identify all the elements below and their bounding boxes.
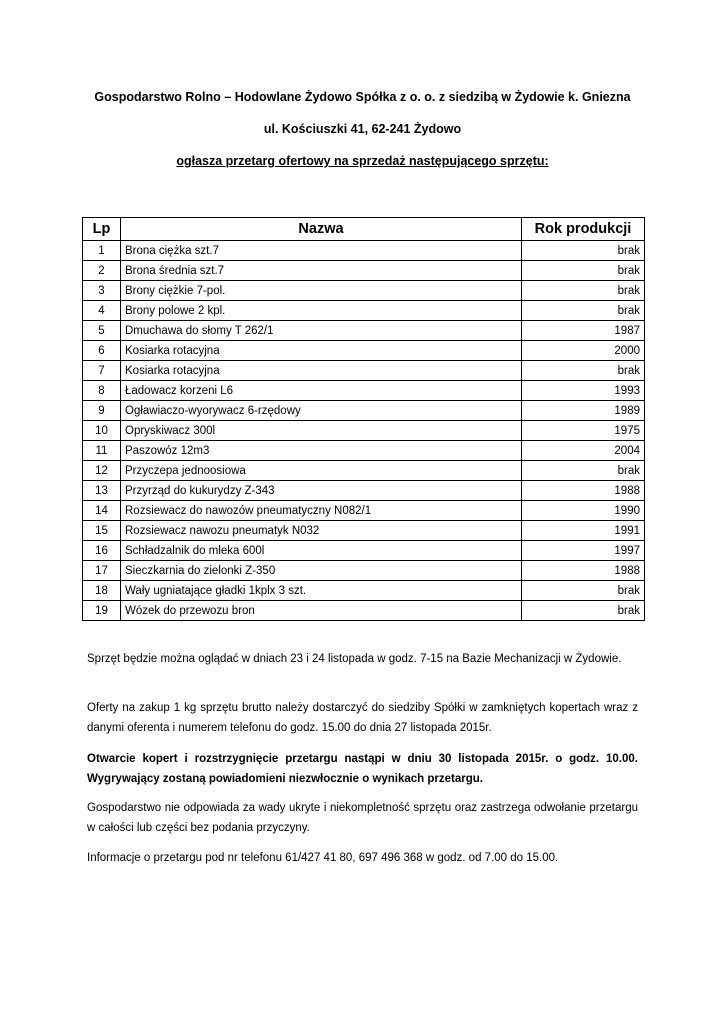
- row-year-cell: 2004: [522, 441, 645, 461]
- row-lp-cell: 1: [83, 241, 121, 261]
- row-name-cell: Wózek do przewozu bron: [121, 601, 522, 621]
- row-name-cell: Przyrząd do kukurydzy Z-343: [121, 481, 522, 501]
- table-row: [83, 261, 645, 281]
- table-row: [83, 401, 645, 421]
- row-lp-cell: 12: [83, 461, 121, 481]
- equipment-table: [82, 217, 645, 621]
- row-lp-cell: 11: [83, 441, 121, 461]
- row-name-cell: Schładzalnik do mleka 600l: [121, 541, 522, 561]
- row-year-cell: brak: [522, 241, 645, 261]
- row-name-cell: Ładowacz korzeni L6: [121, 381, 522, 401]
- row-name-cell: Brona średnia szt.7: [121, 261, 522, 281]
- table-row: [83, 541, 645, 561]
- column-header-nazwa: Nazwa: [121, 218, 522, 241]
- row-name-cell: Dmuchawa do słomy T 262/1: [121, 321, 522, 341]
- table-row: [83, 561, 645, 581]
- row-lp-cell: 6: [83, 341, 121, 361]
- row-name-cell: Sieczkarnia do zielonki Z-350: [121, 561, 522, 581]
- table-row: [83, 441, 645, 461]
- row-lp-cell: 18: [83, 581, 121, 601]
- row-year-cell: 1987: [522, 321, 645, 341]
- contact-info: Informacje o przetargu pod nr telefonu 61/427 41 80, 697 496 368 w godz. od 7.00 do 15.00.: [87, 852, 559, 864]
- row-lp-cell: 14: [83, 501, 121, 521]
- row-year-cell: 1997: [522, 541, 645, 561]
- row-lp-cell: 10: [83, 421, 121, 441]
- row-lp-cell: 3: [83, 281, 121, 301]
- table-row: [83, 481, 645, 501]
- row-year-cell: 1988: [522, 481, 645, 501]
- row-lp-cell: 5: [83, 321, 121, 341]
- row-year-cell: 1993: [522, 381, 645, 401]
- row-name-cell: Brona ciężka szt.7: [121, 241, 522, 261]
- row-name-cell: Przyczepa jednoosiowa: [121, 461, 522, 481]
- table-row: [83, 301, 645, 321]
- table-row: [83, 241, 645, 261]
- disclaimer: Gospodarstwo nie odpowiada za wady ukryte i niekompletność sprzętu oraz zastrzega odwołanie przetargu w całości lub części bez podania przyczyny.: [87, 802, 638, 834]
- table-row: [83, 321, 645, 341]
- table-row: [83, 421, 645, 441]
- row-lp-cell: 16: [83, 541, 121, 561]
- row-name-cell: Brony polowe 2 kpl.: [121, 301, 522, 321]
- row-year-cell: brak: [522, 361, 645, 381]
- row-year-cell: brak: [522, 281, 645, 301]
- row-year-cell: brak: [522, 261, 645, 281]
- row-lp-cell: 15: [83, 521, 121, 541]
- row-year-cell: 1991: [522, 521, 645, 541]
- table-row: [83, 341, 645, 361]
- table-row: [83, 361, 645, 381]
- row-lp-cell: 7: [83, 361, 121, 381]
- row-lp-cell: 2: [83, 261, 121, 281]
- table-row: [83, 601, 645, 621]
- row-name-cell: Kosiarka rotacyjna: [121, 361, 522, 381]
- table-row: [83, 521, 645, 541]
- table-row: [83, 381, 645, 401]
- row-name-cell: Opryskiwacz 300l: [121, 421, 522, 441]
- viewing-info: Sprzęt będzie można oglądać w dniach 23 i 24 listopada w godz. 7-15 na Bazie Mechanizacji w Żydowie.: [87, 653, 622, 665]
- column-header-rok-produkcji: Rok produkcji: [522, 218, 645, 241]
- row-name-cell: Paszowóz 12m3: [121, 441, 522, 461]
- row-year-cell: 1975: [522, 421, 645, 441]
- opening-info: Otwarcie kopert i rozstrzygnięcie przetargu nastąpi w dniu 30 listopada 2015r. o godz. 10.00. Wygrywający zostaną powiadomieni niezwłocznie o wynikach przetargu.: [87, 753, 638, 785]
- table-row: [83, 461, 645, 481]
- row-year-cell: 1990: [522, 501, 645, 521]
- row-year-cell: brak: [522, 601, 645, 621]
- table-row: [83, 581, 645, 601]
- row-lp-cell: 19: [83, 601, 121, 621]
- row-year-cell: 2000: [522, 341, 645, 361]
- row-name-cell: Kosiarka rotacyjna: [121, 341, 522, 361]
- table-row: [83, 281, 645, 301]
- row-lp-cell: 13: [83, 481, 121, 501]
- offer-submission-info: Oferty na zakup 1 kg sprzętu brutto należy dostarczyć do siedziby Spółki w zamkniętych kopertach wraz z danymi oferenta i numerem telefonu do godz. 15.00 do dnia 27 listopada 2015r.: [87, 702, 638, 734]
- row-year-cell: brak: [522, 301, 645, 321]
- company-name: Gospodarstwo Rolno – Hodowlane Żydowo Spółka z o. o. z siedzibą w Żydowie k. Gniezna: [94, 90, 631, 104]
- row-year-cell: brak: [522, 581, 645, 601]
- row-lp-cell: 17: [83, 561, 121, 581]
- row-name-cell: Rozsiewacz do nawozów pneumatyczny N082/1: [121, 501, 522, 521]
- announcement-heading: ogłasza przetarg ofertowy na sprzedaż następującego sprzętu:: [176, 154, 549, 168]
- row-year-cell: 1988: [522, 561, 645, 581]
- row-name-cell: Rozsiewacz nawozu pneumatyk N032: [121, 521, 522, 541]
- row-year-cell: 1989: [522, 401, 645, 421]
- row-name-cell: Ogławiaczo-wyorywacz 6-rzędowy: [121, 401, 522, 421]
- row-name-cell: Brony ciężkie 7-pol.: [121, 281, 522, 301]
- column-header-lp: Lp: [83, 218, 121, 241]
- table-header-row: [83, 218, 645, 241]
- company-address: ul. Kościuszki 41, 62-241 Żydowo: [263, 122, 462, 136]
- row-lp-cell: 9: [83, 401, 121, 421]
- table-row: [83, 501, 645, 521]
- row-year-cell: brak: [522, 461, 645, 481]
- row-lp-cell: 8: [83, 381, 121, 401]
- row-lp-cell: 4: [83, 301, 121, 321]
- row-name-cell: Wały ugniatające gładki 1kplx 3 szt.: [121, 581, 522, 601]
